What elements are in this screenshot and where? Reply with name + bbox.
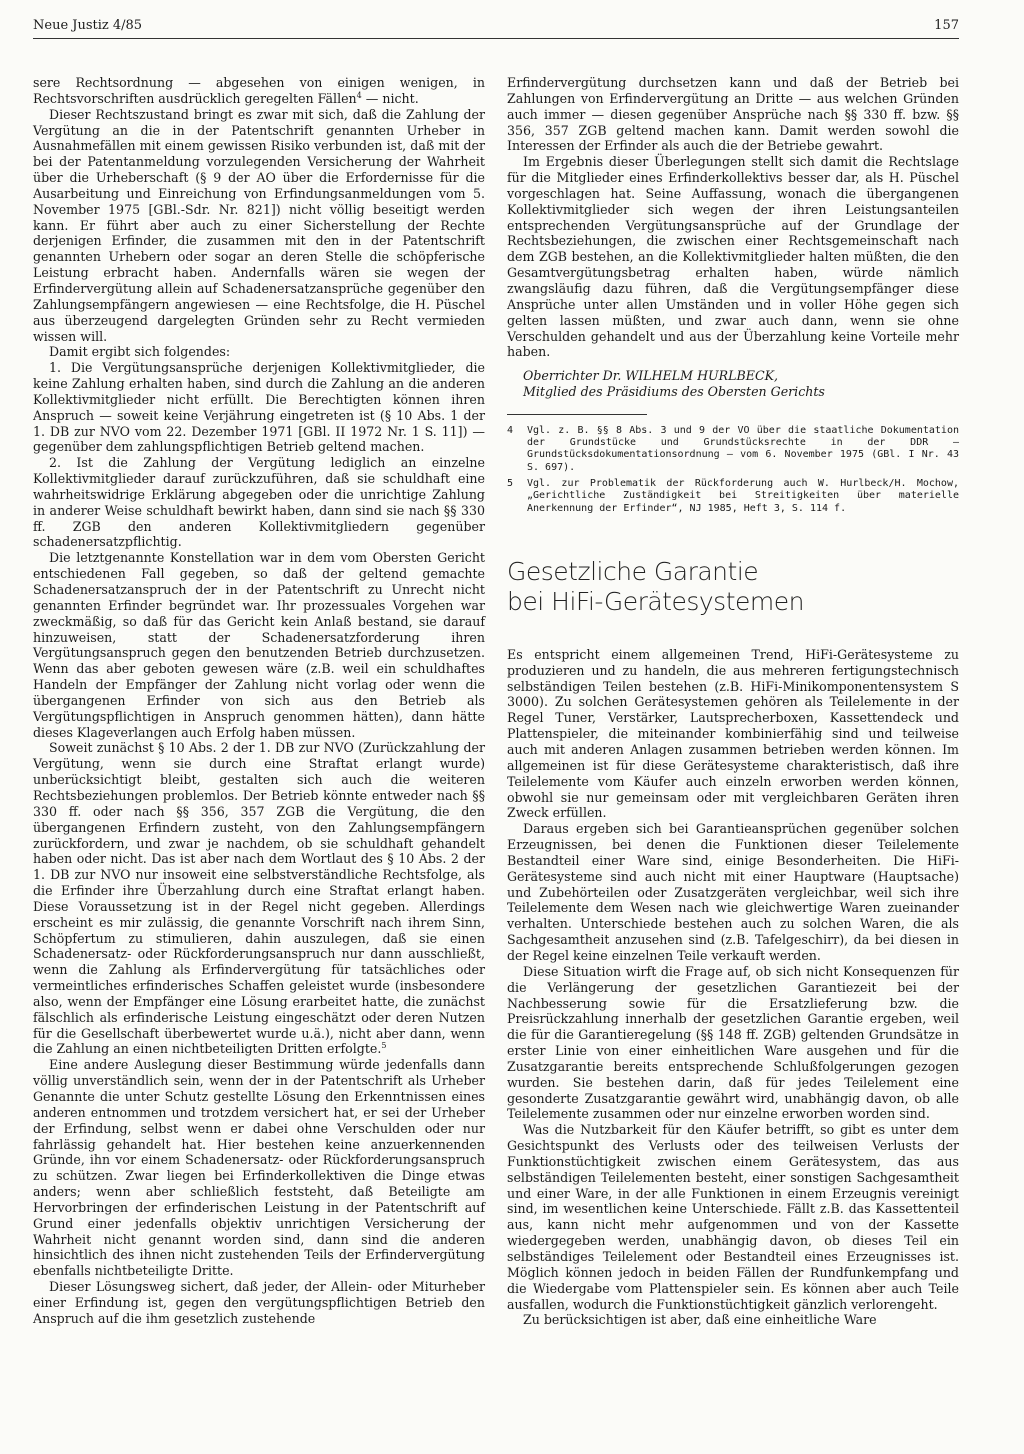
page-number: 157 [934, 18, 959, 33]
footnote-rule [507, 414, 647, 415]
paragraph: Dieser Rechtszustand bringt es zwar mit sich, daß die Zahlung der Vergütung an die in der Patentschrift genannten Urheber in Ausnahmefällen mit einem gewissen Risiko verbunden ist, daß mit der bei der Patentanmeldung vorzulegenden Versicherung der Wahrheit über die Urheberschaft (§ 9 der AO über die Erfordernisse für die Ausarbeitung und Einreichung von Erfindungsanmeldungen vom 5. November 1975 [GBl.-Sdr. Nr. 821]) nicht völlig beseitigt werden kann. Er führt aber auch zu einer Sicherstellung der Rechte derjenigen Erfinder, die zusammen mit den in der Patentschrift genannten Urhebern oder sogar an deren Stelle die schöpferische Leistung erbracht haben. Andernfalls wären sie wegen der Erfindervergütung allein auf Schadenersatzansprüche gegenüber den Zahlungsempfängern angewiesen — eine Rechtsfolge, die H. Püschel aus überzeugend dargelegten Gründen sehr zu Recht vermieden wissen will. [33, 106, 485, 344]
paragraph: Daraus ergeben sich bei Garantieansprüchen gegenüber solchen Erzeugnissen, bei denen die Funktionen dieser Teilelemente Bestandteil einer Ware sind, einige Besonderheiten. Die HiFi-Gerätesysteme sind auch nicht mit einer Hauptware (Hauptsache) und Zubehörteilen oder Zusatzgeräten vergleichbar, weil sich ihre Teilelemente dem Wesen nach wie gleichwertige Waren zueinander verhalten. Unterschiede bestehen auch zu solchen Waren, die als Sachgesamtheit anzusehen sind (z.B. Tafelgeschirr), da bei diesen in der Regel keine einzelnen Teile verkauft werden. [507, 821, 959, 963]
paragraph: Die letztgenannte Konstellation war in dem vom Obersten Gericht entschiedenen Fall gegeben, so daß der geltend gemachte Schadenersatzanspruch der in der Patentschrift zu Unrecht nicht genannten Erfinder begründet war. Ihr prozessuales Vorgehen war zweckmäßig, so daß für das Gericht kein Anlaß bestand, sie darauf hinzuweisen, statt der Schadenersatzforderung ihren Vergütungsanspruch gegen den benutzenden Betrieb durchzusetzen. Wenn das aber geboten gewesen wäre (z.B. weil ein schuldhaftes Handeln der Empfänger der Zahlung nicht vorlag oder wenn die übergangenen Erfinder von sich aus den Betrieb als Vergütungspflichtigen in Anspruch genommen hätten), dann hätte dieses Klageverlangen auch Erfolg haben müssen. [33, 550, 485, 740]
author-role: Mitglied des Präsidiums des Obersten Gerichts [523, 384, 825, 400]
paragraph: sere Rechtsordnung — abgesehen von einigen wenigen, in Rechtsvorschriften ausdrücklich geregelten Fällen$^4$ — nicht. [33, 75, 485, 106]
journal-title: Neue Justiz 4/85 [33, 18, 143, 33]
paragraph: Damit ergibt sich folgendes: [49, 344, 231, 360]
paragraph: 1. Die Vergütungsansprüche derjenigen Kollektivmitglieder, die keine Zahlung erhalten haben, sind durch die Zahlung an die anderen Kollektivmitglieder nicht erfüllt. Die Berechtigten können ihren Anspruch — soweit keine Verjährung eingetreten ist (§ 10 Abs. 1 der 1. DB zur NVO vom 22. Dezember 1971 [GBl. II 1972 Nr. 1 S. 11]) — gegenüber dem zahlungspflichtigen Betrieb geltend machen. [33, 360, 485, 455]
article-heading: Gesetzliche Garantie bei HiFi-Gerätesystemen [507, 556, 804, 616]
footnote: 4 Vgl. z. B. §§ 8 Abs. 3 und 9 der VO über die staatliche Dokumentation der Grundstücke und Grundstücksrechte in der DDR – Grundstücksdokumentationsordnung – vom 6. November 1975 (GBl. I Nr. 43 S. 697). [507, 424, 959, 473]
paragraph: Es entspricht einem allgemeinen Trend, HiFi-Gerätesysteme zu produzieren und zu handeln, die aus mehreren fertigungstechnisch selbständigen Teilen bestehen (z.B. HiFi-Minikomponentensystem S 3000). Zu solchen Gerätesystemen gehören als Teilelemente in der Regel Tuner, Verstärker, Lautsprecherboxen, Kassettendeck und Plattenspieler, die miteinander kombinierfähig sind und teilweise auch mit anderen Anlagen zusammen betrieben werden können. Im allgemeinen ist für diese Gerätesysteme charakteristisch, daß ihre Teilelemente vom Käufer auch einzeln erworben werden können, obwohl sie nur gemeinsam oder mit vergleichbaren Geräten ihren Zweck erfüllen. [507, 646, 959, 821]
paragraph: Dieser Lösungsweg sichert, daß jeder, der Allein- oder Miturheber einer Erfindung ist, gegen den vergütungspflichtigen Betrieb den Anspruch auf die ihm gesetzlich zustehende [33, 1279, 485, 1326]
paragraph: Erfindervergütung durchsetzen kann und daß der Betrieb bei Zahlungen von Erfindervergütung an Dritte — aus welchen Gründen auch immer — diesen gegenüber Ansprüche nach §§ 330 ff. bzw. §§ 356, 357 ZGB geltend machen kann. Damit werden sowohl die Interessen der Erfinder als auch die der Betriebe gewahrt. [507, 75, 959, 154]
paragraph: Im Ergebnis dieser Überlegungen stellt sich damit die Rechtslage für die Mitglieder eines Erfinderkollektivs besser dar, als H. Püschel vorgeschlagen hat. Seine Auffassung, wonach die übergangenen Kollektivmitglieder sich wegen der ihren Leistungsanteilen entsprechenden Vergütungsansprüche auf der Grundlage der Rechtsbeziehungen, die zwischen einer Rechtsgemeinschaft nach dem ZGB bestehen, an die Kollektivmitglieder halten müßten, die den Gesamtvergütungsbetrag erhalten haben, würde nämlich zwangsläufig dazu führen, daß die Vergütungsempfänger diese Ansprüche unter allen Umständen und in voller Höhe gegen sich gelten lassen müßten, und zwar auch dann, wenn sie ohne Verschulden gehandelt und aus der Überzahlung keine Vorteile mehr haben. [507, 154, 959, 360]
author-name: Oberrichter Dr. WILHELM HURLBECK, [523, 368, 779, 384]
header-rule [33, 38, 959, 39]
paragraph: 2. Ist die Zahlung der Vergütung lediglich an einzelne Kollektivmitglieder darauf zurückzuführen, daß sie schuldhaft eine wahrheitswidrige Erklärung abgegeben oder die unrichtige Zahlung in anderer Weise schuldhaft bewirkt haben, dann sind sie nach §§ 330 ff. ZGB den anderen Kollektivmitgliedern gegenüber schadenersatzpflichtig. [33, 455, 485, 550]
paragraph: Eine andere Auslegung dieser Bestimmung würde jedenfalls dann völlig unverständlich sein, wenn der in der Patentschrift als Urheber Genannte die unter Schutz gestellte Lösung den Erkenntnissen eines anderen entnommen und trotzdem versichert hat, er sei der Urheber der Erfindung, selbst wenn er dabei ohne Verschulden oder nur fahrlässig gehandelt hat. Hier bestehen keine anzuerkennenden Gründe, ihn vor einem Schadenersatz- oder Rückforderungsanspruch zu schützen. Zwar liegen bei Erfinderkollektiven die Dinge etwas anders; wenn aber schließlich feststeht, daß Beteiligte am Hervorbringen der erfinderischen Leistung in der Patentschrift auf Grund einer jedenfalls objektiv unrichtigen Versicherung der Wahrheit nicht genannt worden sind, dann sind die anderen hinsichtlich des ihnen nicht zustehenden Teils der Erfindervergütung ebenfalls nichtbeteiligte Dritte. [33, 1057, 485, 1279]
right-column [507, 75, 959, 1328]
paragraph: Soweit zunächst § 10 Abs. 2 der 1. DB zur NVO (Zurückzahlung der Vergütung, wenn sie durch eine Straftat erlangt wurde) unberücksichtigt bleibt, gestalten sich auch die weiteren Rechtsbeziehungen problemlos. Der Betrieb könnte entweder nach §§ 330 ff. oder nach §§ 356, 357 ZGB die Vergütung, die den übergangenen Erfindern zusteht, von den Zahlungsempfängern zurückfordern, und zwar je nachdem, ob sie schuldhaft gehandelt haben oder nicht. Das ist aber nach dem Wortlaut des § 10 Abs. 2 der 1. DB zur NVO nur insoweit eine selbstverständliche Rechtsfolge, als die Erfinder ihre Überzahlung durch eine Straftat erlangt haben. Diese Voraussetzung ist in der Regel nicht gegeben. Allerdings erscheint es mir zulässig, die genannte Vorschrift nach ihrem Sinn, Schöpfertum zu stimulieren, dahin auszulegen, daß sie einen Schadenersatz- oder Rückforderungsanspruch nur dann ausschließt, wenn die Zahlung als Erfindervergütung für tatsächliches oder vermeintliches erfinderisches Schaffen geleistet wurde (insbesondere also, wenn der Empfänger eine Lösung erarbeitet hatte, die zunächst fälschlich als erfinderische Leistung eingeschätzt oder deren Nutzen für die Gesellschaft überbewertet wurde u.ä.), nicht aber dann, wenn die Zahlung an einen nichtbeteiligten Dritten erfolgte.$^5$ [33, 740, 485, 1057]
left-column [33, 75, 485, 1327]
author-signature [507, 368, 959, 400]
footnote: 5 Vgl. zur Problematik der Rückforderung auch W. Hurlbeck/H. Mochow, „Gerichtliche Zuständigkeit bei Streitigkeiten über materielle Anerkennung der Erfinder“, NJ 1985, Heft 3, S. 114 f. [507, 478, 959, 514]
paragraph: Was die Nutzbarkeit für den Käufer betrifft, so gibt es unter dem Gesichtspunkt des Verlusts oder des teilweisen Verlusts der Funktionstüchtigkeit zwischen einem Gerätesystem, das aus selbständigen Teilelementen besteht, einer sonstigen Sachgesamtheit und einer Ware, in der alle Funktionen in einem Erzeugnis vereinigt sind, im wesentlichen keine Unterschiede. Fällt z.B. das Kassettenteil aus, kann nicht mehr aufgenommen und von der Kassette wiedergegeben werden, unabhängig davon, ob dieses Teil ein selbständiges Teilelement oder Bestandteil eines Erzeugnisses ist. Möglich können jedoch in beiden Fällen der Rundfunkempfang und die Wiedergabe vom Plattenspieler sein. Es können aber auch Teile ausfallen, wodurch die Funktionstüchtigkeit gänzlich verlorengeht. [507, 1122, 959, 1312]
paragraph: Diese Situation wirft die Frage auf, ob sich nicht Konsequenzen für die Verlängerung der gesetzlichen Garantiezeit bei der Nachbesserung sowie für die Ersatzlieferung bzw. die Preisrückzahlung innerhalb der gesetzlichen Garantie ergeben, weil die für die Garantieregelung (§§ 148 ff. ZGB) geltenden Grundsätze in erster Linie von einer einheitlichen Ware ausgehen und für die Zusatzgarantie bereits entsprechende Schlußfolgerungen gezogen wurden. Sie bestehen darin, daß für jedes Teilelement eine gesonderte Zusatzgarantie gewährt wird, unabhängig davon, ob alle Teilelemente zusammen oder nur einzelne erworben worden sind. [507, 963, 959, 1122]
paragraph: Zu berücksichtigen ist aber, daß eine einheitliche Ware [523, 1312, 877, 1328]
